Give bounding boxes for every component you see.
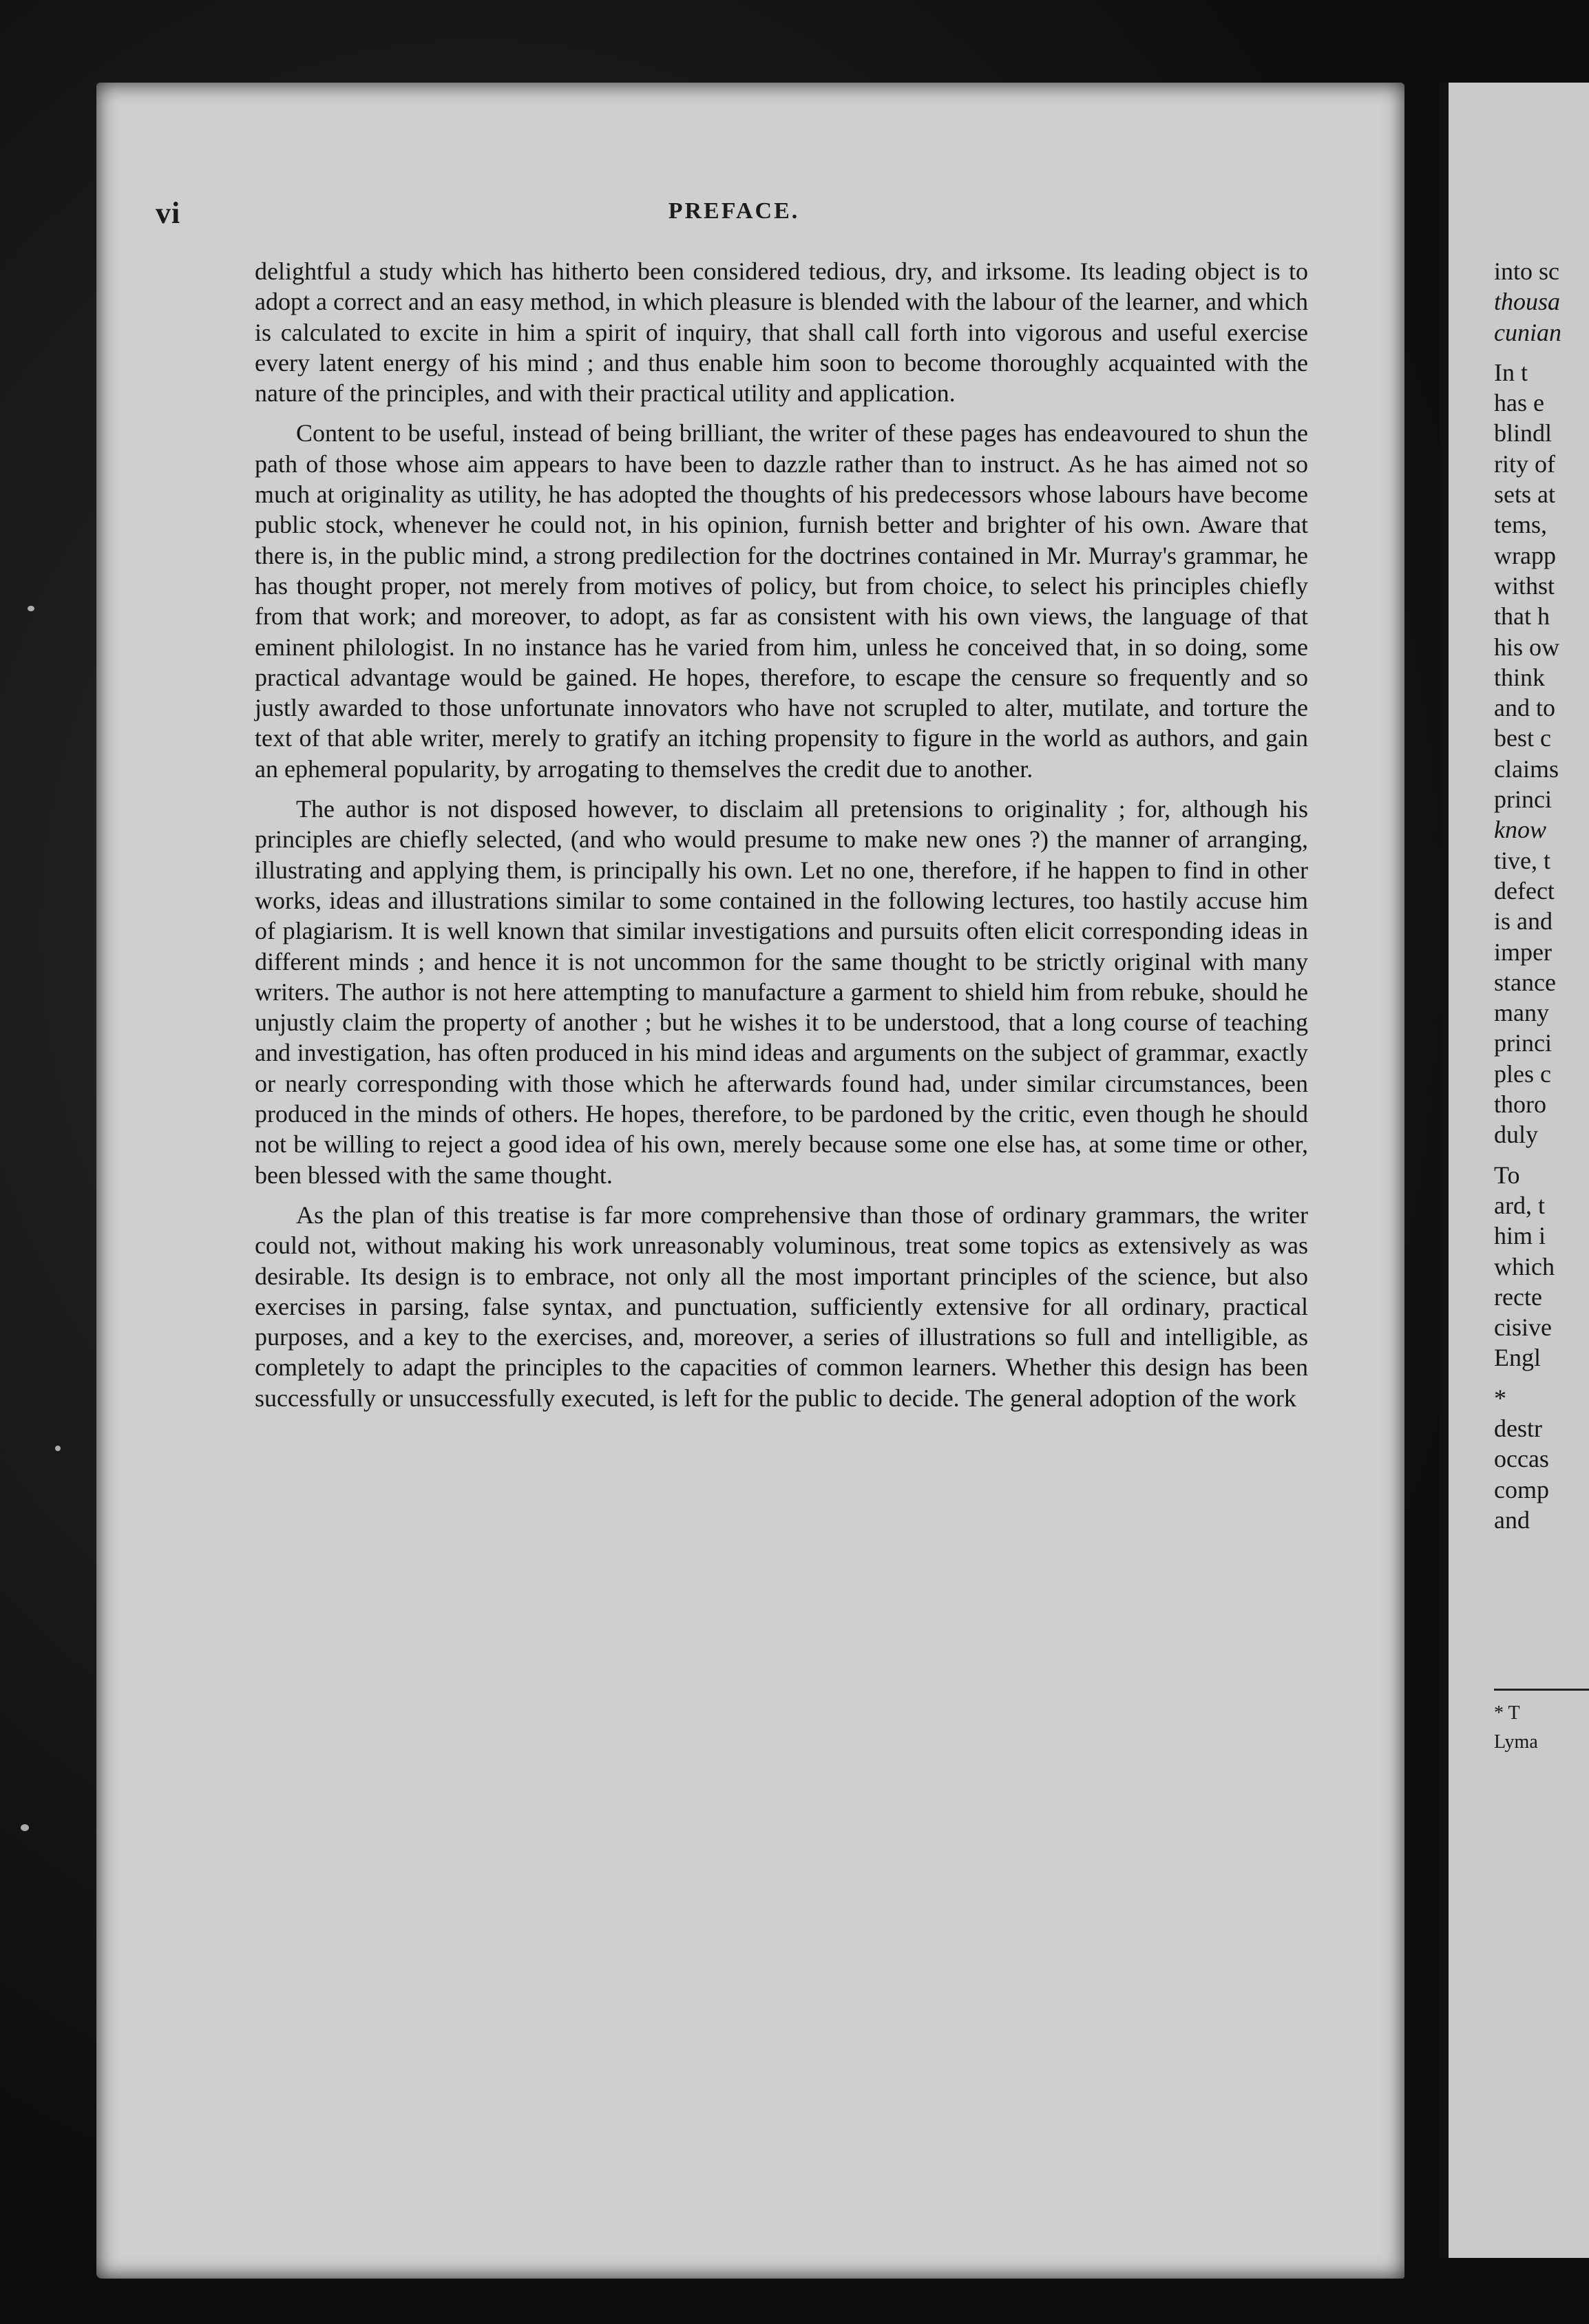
facing-line: into sc	[1494, 257, 1559, 285]
facing-line: princi	[1494, 785, 1552, 814]
facing-line: withst	[1494, 571, 1555, 600]
facing-line: recte	[1494, 1282, 1542, 1311]
facing-line: many	[1494, 999, 1549, 1027]
facing-line: tive, t	[1494, 846, 1550, 874]
paragraph-3: The author is not disposed however, to disclaim all pretensions to originality ; for, although his principles are chiefly selected, (and who would presume to make new ones ?) the manner of arranging, illustrating and applying them, is principally his own. Let no one, therefore, if he happen to find in other works, ideas and illustrations similar to some contained in the following lectures, too hastily accuse him of plagiarism. It is well known that similar investigations and pursuits often elicit corresponding ideas in different minds ; and hence it is not uncommon for the same thought to be strictly original with many writers. The author is not here attempting to manufacture a garment to shield him from rebuke, should he unjustly claim the property of another ; but he wishes it to be understood, that a long course of teaching and investigation, has often produced in his mind ideas and arguments on the subject of grammar, exactly or nearly corresponding with those which he afterwards found had, under similar circumstances, been produced in the minds of others. He hopes, therefore, to be pardoned by the critic, even though he should not be willing to reject a good idea of his own, merely because some one else has, at some time or other, been blessed with the same thought.	[255, 795, 1308, 1189]
facing-line: that h	[1494, 602, 1550, 631]
facing-line: cisive	[1494, 1313, 1552, 1342]
facing-line: best c	[1494, 724, 1551, 752]
footnote-rule	[1494, 1689, 1589, 1691]
facing-line: and to	[1494, 694, 1555, 722]
page-number: vi	[156, 196, 181, 230]
facing-line: rity of	[1494, 450, 1555, 478]
facing-line: comp	[1494, 1475, 1549, 1503]
facing-line: duly	[1494, 1121, 1539, 1149]
facing-line: occas	[1494, 1445, 1549, 1473]
facing-line: To	[1494, 1161, 1520, 1189]
facing-line: Engl	[1494, 1344, 1541, 1372]
facing-line: thousa	[1494, 288, 1561, 316]
facing-line: wrapp	[1494, 541, 1556, 569]
facing-line: In t	[1494, 358, 1528, 386]
facing-line: tems,	[1494, 511, 1547, 539]
scan-speck	[28, 606, 34, 611]
facing-line: princi	[1494, 1029, 1552, 1057]
footnote-line: * T	[1494, 1702, 1520, 1724]
facing-line: has e	[1494, 389, 1544, 417]
page-header	[156, 196, 1312, 237]
facing-line: stance	[1494, 968, 1556, 996]
paragraph-4: As the plan of this treatise is far more comprehensive than those of ordinary grammars, the writer could not, without making his work unreasonably voluminous, treat some topics as extensively as was desirable. Its design is to embrace, not only all the most important principles of the science, but also exercises in parsing, false syntax, and punctuation, sufficiently extensive for all ordinary, practical purposes, and a key to the exercises, and, moreover, a series of illustrations so full and intelligible, as completely to adapt the principles to the capacities of common learners. Whether this design has been successfully or unsuccessfully executed, is left for the public to decide. The general adoption of the work	[255, 1201, 1308, 1412]
scan-speck	[21, 1824, 29, 1831]
facing-line: ples c	[1494, 1059, 1551, 1088]
facing-line: his ow	[1494, 633, 1560, 661]
facing-page-column	[1494, 256, 1589, 1535]
facing-line: him i	[1494, 1222, 1546, 1250]
facing-line: destr	[1494, 1414, 1542, 1442]
facing-line: think	[1494, 663, 1546, 691]
paragraph-2: Content to be useful, instead of being brilliant, the writer of these pages has endeavoured to shun the path of those whose aim appears to have been to dazzle rather than to instruct. As he has aimed not so much at originality as utility, he has adopted the thoughts of his predecessors whose labours have become public stock, whenever he could not, in his opinion, furnish better and brighter of his own. Aware that there is, in the public mind, a strong predilection for the doctrines contained in Mr. Murray's grammar, he has thought proper, not merely from motives of policy, but from choice, to select his principles chiefly from that work; and moreover, to adopt, as far as consistent with his own views, the language of that eminent philologist. In no instance has he varied from him, unless he conceived that, in so doing, some practical advantage would be gained. He hopes, therefore, to escape the censure so frequently and so justly awarded to those unfortunate innovators who have not scrupled to alter, mutilate, and torture the text of that able writer, merely to gratify an itching propensity to figure in the world as authors, and gain an ephemeral popularity, by arrogating to themselves the credit due to another.	[255, 419, 1308, 783]
facing-line: imper	[1494, 938, 1552, 966]
facing-line: and	[1494, 1506, 1530, 1534]
facing-line: blindl	[1494, 419, 1553, 447]
facing-line: know	[1494, 816, 1546, 844]
facing-line: is and	[1494, 907, 1553, 936]
facing-line: *	[1494, 1384, 1506, 1412]
facing-line: ard, t	[1494, 1191, 1545, 1219]
facing-line: claims	[1494, 754, 1559, 783]
facing-line: thoro	[1494, 1090, 1546, 1119]
running-head: PREFACE.	[668, 198, 800, 224]
facing-line: sets at	[1494, 480, 1555, 509]
scan-speck	[55, 1446, 61, 1451]
preface-body	[255, 256, 1308, 1413]
paragraph-1: delightful a study which has hitherto been considered tedious, dry, and irksome. Its leading object is to adopt a correct and an easy method, in which pleasure is blended with the labour of the learner, and which is calculated to excite in him a spirit of inquiry, that shall call forth into vigorous and useful exercise every latent energy of his mind ; and thus enable him soon to become thoroughly acquainted with the nature of the principles, and with their practical utility and application.	[255, 257, 1308, 408]
facing-line: defect	[1494, 876, 1555, 905]
footnote-line: Lyma	[1494, 1731, 1538, 1753]
facing-line: which	[1494, 1252, 1555, 1280]
facing-footnote	[1494, 1699, 1538, 1757]
facing-line: cunian	[1494, 318, 1561, 346]
